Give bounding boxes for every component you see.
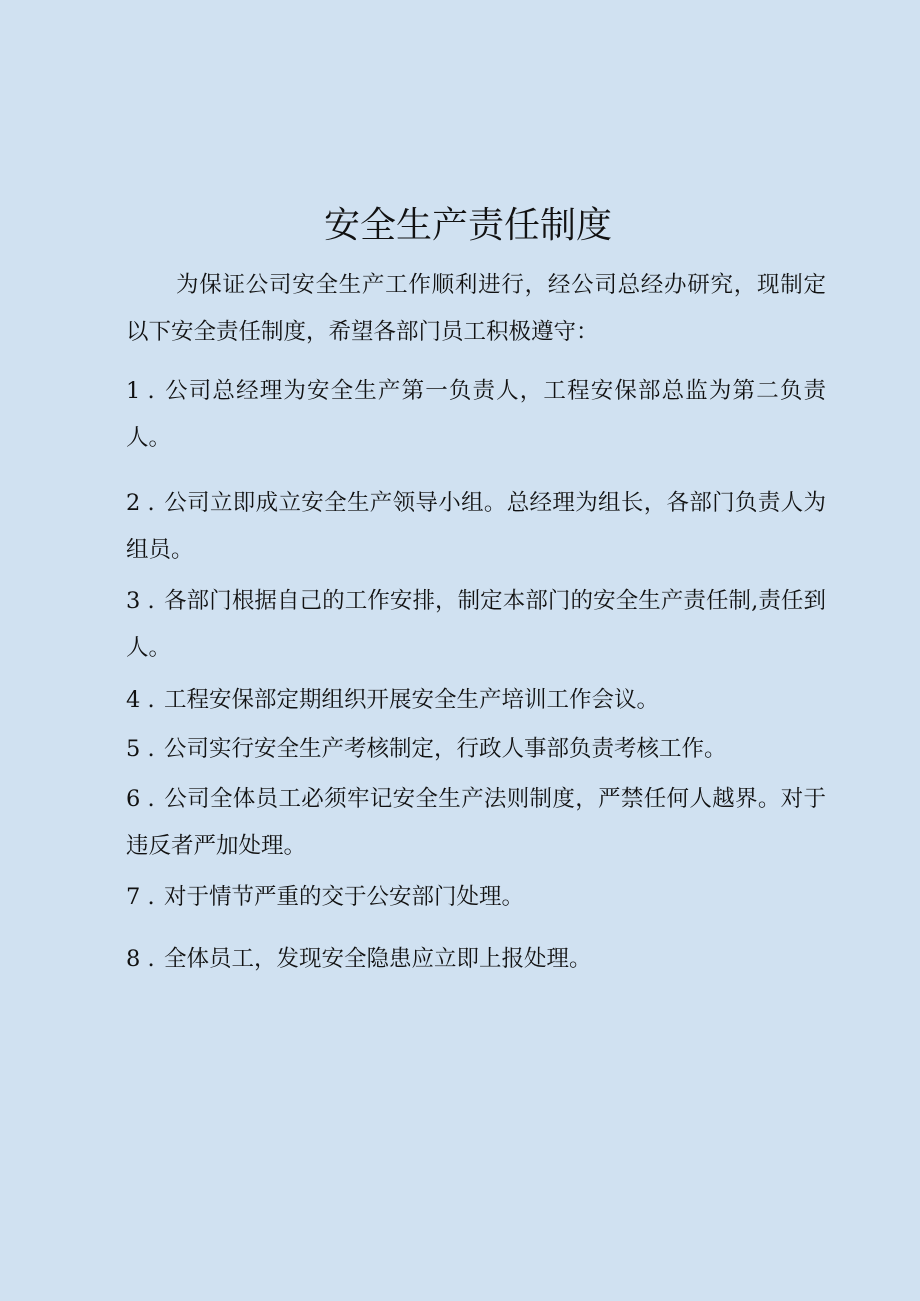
list-item [126,874,826,921]
list-item [126,578,826,672]
list-item [126,480,826,574]
item-text: 对于情节严重的交于公安部门处理。 [164,884,525,910]
item-number: 8 . [126,946,155,972]
item-text: 各部门根据自己的工作安排，制定本部门的安全生产责任制,责任到人。 [126,588,826,661]
document-title: 安全生产责任制度 [323,205,612,246]
item-text: 公司全体员工必须牢记安全生产法则制度，严禁任何人越界。对于违反者严加处理。 [126,786,826,859]
item-number: 2 . [126,490,155,516]
item-number: 4 . [126,687,155,713]
list-item [126,368,826,462]
item-text: 公司实行安全生产考核制定，行政人事部负责考核工作。 [164,736,727,762]
item-number: 7 . [126,884,155,910]
list-item [126,726,826,773]
item-number: 3 . [126,588,155,614]
item-number: 6 . [126,786,155,812]
item-text: 工程安保部定期组织开展安全生产培训工作会议。 [164,687,660,713]
item-text: 公司立即成立安全生产领导小组。总经理为组长，各部门负责人为组员。 [126,490,826,563]
intro-paragraph: 为保证公司安全生产工作顺利进行，经公司总经办研究，现制定以下安全责任制度，希望各部门员工积极遵守： [126,272,826,345]
item-text: 公司总经理为安全生产第一负责人，工程安保部总监为第二负责人。 [126,378,826,451]
list-item [126,677,826,724]
item-number: 5 . [126,736,155,762]
item-number: 1 . [126,378,155,404]
list-item [126,936,826,983]
item-text: 全体员工，发现安全隐患应立即上报处理。 [164,946,592,972]
list-item [126,776,826,870]
